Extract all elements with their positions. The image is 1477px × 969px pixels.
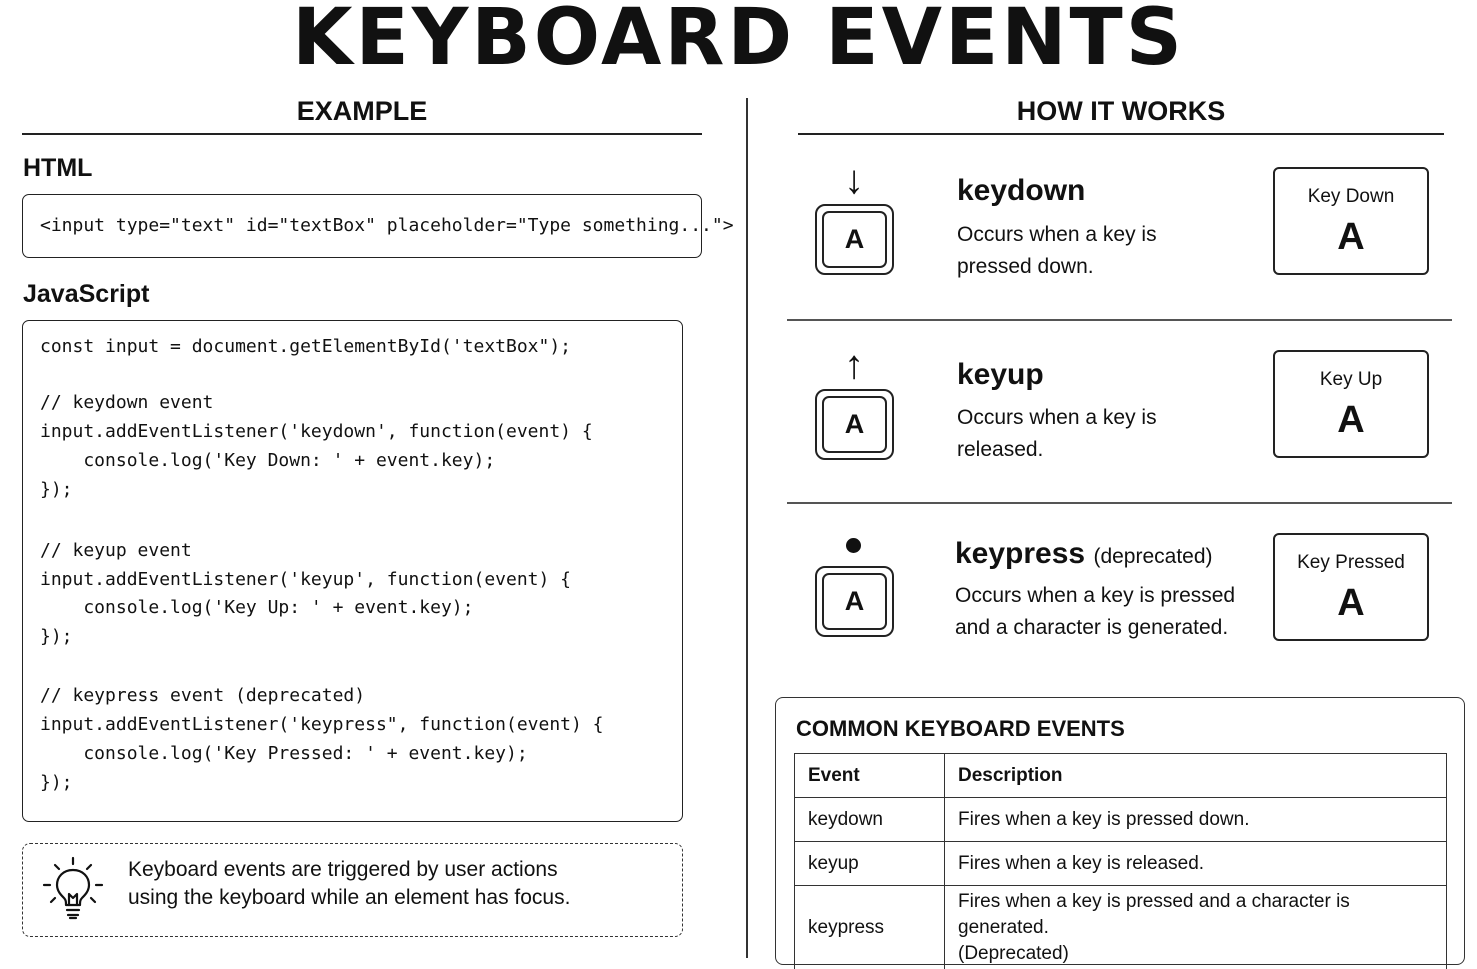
tip-line: using the keyboard while an element has focus. (128, 886, 571, 909)
example-heading-rule (22, 133, 702, 135)
page-title: KEYBOARD EVENTS (292, 0, 1185, 83)
event-cell: keypress (795, 886, 945, 969)
description-line: Fires when a key is pressed and a character is generated. (958, 891, 1350, 938)
code-line: input.addEventListener('keydown', function(event) { (40, 421, 593, 442)
event-description-line: pressed down. (957, 255, 1094, 278)
html-code-line: <input type="text" id="textBox" placeholder="Type something..."> (40, 215, 734, 236)
how-it-works-heading-rule (798, 133, 1444, 135)
javascript-heading: JavaScript (23, 280, 150, 308)
key-display-box (1273, 533, 1429, 641)
key-display-value: A (1337, 216, 1365, 258)
common-events-box (775, 697, 1465, 965)
code-line: }); (40, 772, 73, 793)
example-heading: EXAMPLE (296, 96, 428, 126)
code-line: }); (40, 479, 73, 500)
arrow-up-icon: ↑ (844, 343, 864, 387)
key-display-box (1273, 350, 1429, 458)
column-header: Description (945, 754, 1447, 798)
key-label: A (822, 573, 887, 630)
code-line: // keyup event (40, 540, 192, 561)
event-cell: keyup (795, 842, 945, 886)
how-it-works-heading: HOW IT WORKS (1016, 96, 1226, 126)
event-description-line: and a character is generated. (955, 616, 1229, 639)
key-label: A (822, 211, 887, 268)
table-header-row (795, 754, 1447, 798)
key-display-label: Key Pressed (1297, 552, 1405, 573)
event-cell: keydown (795, 798, 945, 842)
deprecated-note: (deprecated) (1093, 545, 1213, 568)
description-cell (945, 886, 1447, 969)
description-line: (Deprecated) (958, 943, 1069, 964)
code-line: console.log('Key Up: ' + event.key); (40, 597, 474, 618)
key-display-value: A (1337, 582, 1365, 624)
event-description-line: released. (957, 438, 1044, 461)
tip-line: Keyboard events are triggered by user actions (128, 858, 558, 881)
key-icon (815, 566, 894, 637)
dot-icon (846, 538, 861, 553)
code-line: // keypress event (deprecated) (40, 685, 366, 706)
code-line: }); (40, 626, 73, 647)
key-icon (815, 204, 894, 275)
description-cell: Fires when a key is pressed down. (945, 798, 1447, 842)
arrow-down-icon: ↓ (844, 158, 864, 202)
code-line: input.addEventListener('keyup', function(event) { (40, 569, 572, 590)
section-divider (787, 502, 1452, 504)
section-divider (787, 319, 1452, 321)
code-line: const input = document.getElementById('textBox"); (40, 336, 572, 357)
key-display-value: A (1337, 399, 1365, 441)
html-code-box (22, 194, 734, 258)
event-name-row (955, 537, 1213, 574)
table-row (795, 798, 1447, 842)
common-events-title: COMMON KEYBOARD EVENTS (796, 716, 1125, 741)
table-row (795, 842, 1447, 886)
event-description-line: Occurs when a key is pressed (955, 584, 1236, 607)
lightbulb-icon (41, 856, 105, 922)
event-description-line: Occurs when a key is (957, 406, 1157, 429)
column-header: Event (795, 754, 945, 798)
table-row (795, 886, 1447, 969)
code-line: // keydown event (40, 392, 214, 413)
key-icon (815, 389, 894, 460)
event-description-line: Occurs when a key is (957, 223, 1157, 246)
code-line: console.log('Key Pressed: ' + event.key); (40, 743, 528, 764)
key-label: A (822, 396, 887, 453)
common-events-table (794, 753, 1447, 969)
key-display-label: Key Up (1319, 369, 1383, 390)
key-display-box (1273, 167, 1429, 275)
code-line: console.log('Key Down: ' + event.key); (40, 450, 496, 471)
html-heading: HTML (23, 154, 93, 182)
description-cell: Fires when a key is released. (945, 842, 1447, 886)
event-name: keyup (957, 358, 1044, 391)
key-display-label: Key Down (1307, 186, 1395, 207)
event-name: keydown (957, 174, 1086, 207)
event-name: keypress (955, 537, 1086, 570)
tip-box (22, 843, 683, 937)
javascript-code-box (22, 320, 683, 822)
code-line: input.addEventListener('keypress", function(event) { (40, 714, 604, 735)
column-divider (746, 98, 748, 958)
